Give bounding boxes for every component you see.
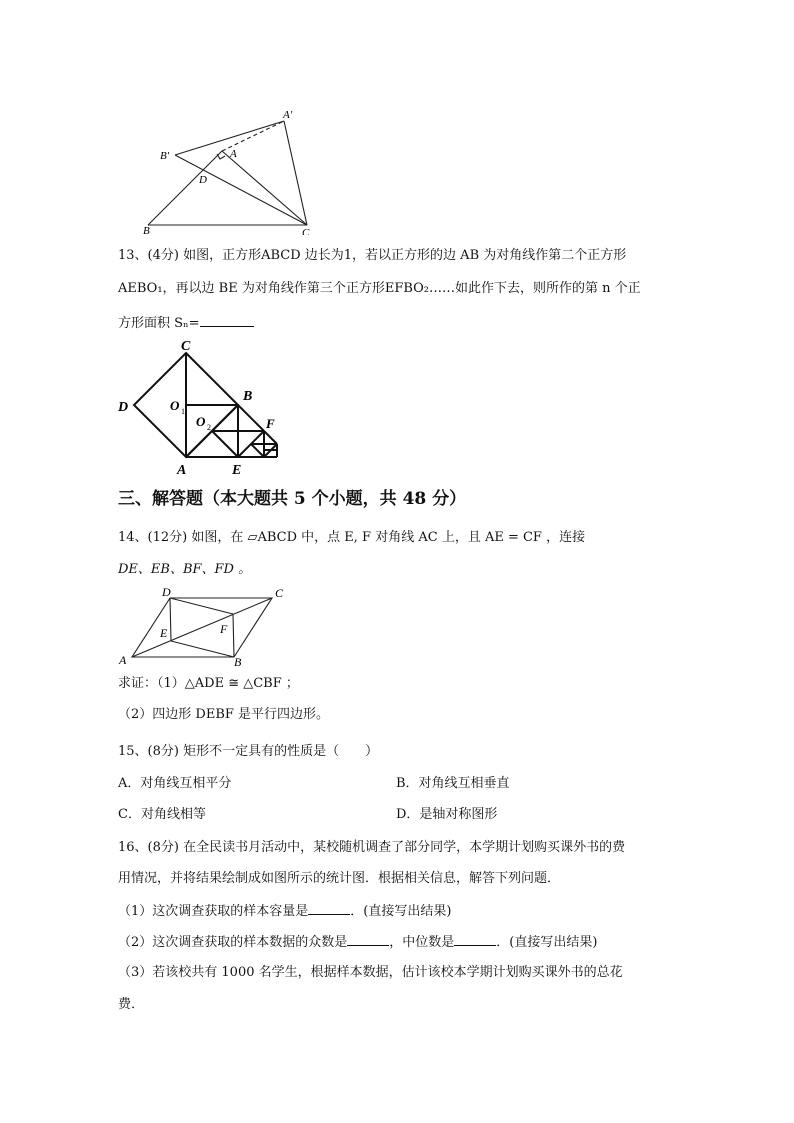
q13-line-3-text: 方形面积 Sₙ= xyxy=(118,316,200,331)
label-d: D xyxy=(199,174,207,186)
q16-line-1: 16、(8分) 在全民读书月活动中，某校随机调查了部分同学，本学期计划购买课外书的费 xyxy=(118,840,626,855)
q15-option-b: B．对角线互相垂直 xyxy=(396,776,510,791)
q16-sub-1-text: （1）这次调查获取的样本容量是 xyxy=(118,904,309,919)
section-heading: 三、解答题（本大题共 5 个小题，共 48 分） xyxy=(118,489,467,509)
label-a-prime: A′ xyxy=(283,109,293,121)
label-c: C xyxy=(181,339,191,354)
q16-sub-3-line-2: 费． xyxy=(118,997,145,1012)
label-a: A xyxy=(119,653,127,667)
label-o1: O xyxy=(170,398,180,413)
label-e: E xyxy=(232,463,242,478)
label-c: C xyxy=(275,586,284,600)
q16-sub-2-mid: ，中位数是 xyxy=(389,935,455,950)
q16-sub-2-text: （2）这次调查获取的样本数据的众数是 xyxy=(118,935,348,950)
label-f: F xyxy=(266,416,275,431)
nested-squares-figure xyxy=(115,335,285,480)
q16-sub-2-suffix: ．(直接写出结果) xyxy=(496,935,598,950)
q15-option-d: D．是轴对称图形 xyxy=(396,807,498,822)
label-c: C xyxy=(302,227,310,235)
label-a: A xyxy=(177,463,187,478)
q13-line-1: 13、(4分) 如图，正方形ABCD 边长为1，若以正方形的边 AB 为对角线作第二个正方形 xyxy=(118,248,627,263)
answer-blank xyxy=(347,932,389,946)
q15-option-a: A．对角线互相平分 xyxy=(118,776,232,791)
label-b: B xyxy=(234,655,242,669)
q16-sub-1-suffix: ．(直接写出结果) xyxy=(350,904,452,919)
q13-line-2: AEBO₁，再以边 BE 为对角线作第三个正方形EFBO₂……如此作下去，则所作的第 n 个正 xyxy=(118,281,641,296)
q14-proof-1: 求证：（1）△ADE ≅ △CBF ； xyxy=(118,676,299,691)
label-d: D xyxy=(118,400,129,415)
label-f: F xyxy=(220,622,228,636)
q16-line-2: 用情况，并将结果绘制成如图所示的统计图．根据相关信息，解答下列问题． xyxy=(118,871,561,886)
rotation-figure xyxy=(140,105,320,235)
answer-blank xyxy=(454,932,496,946)
answer-blank xyxy=(200,313,254,327)
label-o2: O xyxy=(196,414,206,429)
parallelogram-figure xyxy=(115,582,290,670)
label-a: A xyxy=(230,148,237,160)
q16-sub-1 xyxy=(118,901,451,921)
q14-proof-2: （2）四边形 DEBF 是平行四边形。 xyxy=(118,707,330,722)
q15-stem: 15、(8分) 矩形不一定具有的性质是（ ） xyxy=(118,744,379,759)
label-e: E xyxy=(160,626,168,640)
q16-sub-2 xyxy=(118,932,597,952)
q14-line-2: DE、EB、BF、FD 。 xyxy=(118,562,252,577)
label-o2-subscript: 2 xyxy=(207,423,211,432)
label-b: B xyxy=(143,225,150,235)
q14-line-1: 14、(12分) 如图，在 ▱ABCD 中，点 E, F 对角线 AC 上，且 AE = CF ，连接 xyxy=(118,530,586,545)
answer-blank xyxy=(308,901,350,915)
label-d: D xyxy=(162,585,171,599)
q13-line-3 xyxy=(118,313,254,333)
q15-option-c: C．对角线相等 xyxy=(118,807,206,822)
label-o1-subscript: 1 xyxy=(181,407,185,416)
q16-sub-3-line-1: （3）若该校共有 1000 名学生，根据样本数据，估计该校本学期计划购买课外书的总花 xyxy=(118,965,623,980)
label-b: B xyxy=(243,389,253,404)
label-b-prime: B′ xyxy=(160,150,170,162)
